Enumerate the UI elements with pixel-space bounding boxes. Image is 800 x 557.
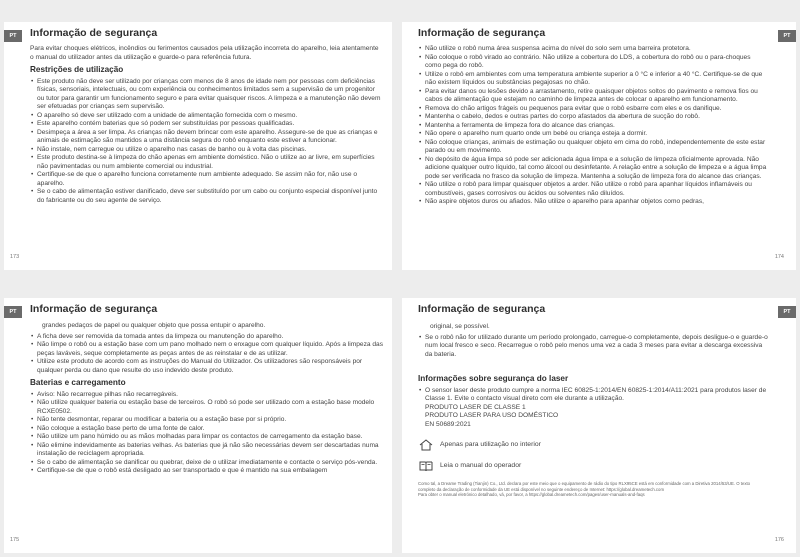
list-item: • Se o cabo de alimentação estiver danificado, deve ser substituído por um cabo ou conjunto especial disponível junto do fabricante ou do seu agente de serviço. (30, 188, 384, 205)
continuation-text: grandes pedaços de papel ou qualquer objeto que possa entupir o aparelho. (42, 322, 266, 329)
list-item: • No depósito de água limpa só pode ser adicionada água limpa e a solução de limpeza oficialmente aprovada. Não adicione qualquer outro líquido, tal como álcool ou desinfetante. A relação entre a solução de limpeza e a água limpa pode ser verificada no frasco da solução de limpeza. Mantenha a solução de limpeza fora do alcance das crianças. (418, 156, 768, 182)
page-176 (402, 298, 796, 553)
laser-class-line: PRODUTO LASER PARA USO DOMÉSTICO (425, 412, 559, 419)
restrictions-list (30, 78, 384, 206)
list-item: • Desimpeça a área a ser limpa. As crianças não devem brincar com este aparelho. Assegure-se de que as crianças e animais de estimação são mantidos a uma distância segura do robô enquanto este estiver a funcionar. (30, 129, 384, 146)
laser-list (418, 387, 768, 404)
continuation-text: original, se possível. (430, 323, 490, 330)
safety-list (30, 333, 384, 376)
page-number: 176 (774, 537, 784, 543)
page-173 (4, 22, 392, 270)
list-item: • Não utilize qualquer bateria ou estação base de terceiros. O robô só pode ser utilizado com a estação base modelo RCXE0502. (30, 399, 384, 416)
list-item: • Não utilize um pano húmido ou as mãos molhadas para limpar os contactos de carregamento da estação base. (30, 433, 384, 442)
list-item: • Não opere o aparelho num quarto onde um bebé ou criança esteja a dormir. (418, 130, 768, 139)
laser-class-line: PRODUTO LASER DE CLASSE 1 (425, 403, 526, 411)
section-heading: Baterias e carregamento (30, 378, 126, 387)
list-item: • Certifique-se de que o robô está desligado ao ser transportado e que é mantido na sua embalagem (30, 467, 384, 476)
list-item: • Aviso: Não recarregue pilhas não recarregáveis. (30, 391, 384, 400)
list-item: • Não elimine indevidamente as baterias velhas. As baterias que já não são necessárias devem ser descartadas numa instalação de reciclagem apropriada. (30, 442, 384, 459)
list-item: • Utilize o robô em ambientes com uma temperatura ambiente superior a 0 °C e inferior a 40 °C. Certifique-se de que não existem líquidos ou substâncias pegajosas no chão. (418, 71, 768, 88)
indoor-use-label: Apenas para utilização no interior (440, 440, 541, 448)
safety-list (418, 45, 768, 207)
page-number: 175 (10, 537, 20, 543)
read-manual-label: Leia o manual do operador (440, 461, 522, 469)
list-item: • Se o robô não for utilizado durante um período prolongado, carregue-o completamente, depois desligue-o e guarde-o num local fresco e seco. Recarregue o robô pelo menos uma vez a cada 3 meses para evitar a descarga excessiva da bateria. (418, 334, 768, 360)
page-body (418, 45, 768, 207)
section-heading: Restrições de utilização (30, 65, 124, 74)
page-body (418, 323, 768, 498)
list-item: • Não coloque crianças, animais de estimação ou qualquer objeto em cima do robô, independentemente de este estar parado ou em movimento. (418, 139, 768, 156)
declaration-text: Como tal, a Dreame Trading (Tianjin) Co., Ltd. declara por este meio que o equipamento de rádio do tipo RLX95CE está em conformidade com a Diretiva 2014/53/UE. O texto completo da declaração de conformidade da UE está disponível no seguinte endereço de Internet: https://global.dreametech.com (418, 481, 751, 492)
laser-class-labels (418, 404, 768, 430)
list-item: • Para evitar danos ou lesões devido a arrastamento, retire quaisquer objetos soltos do pavimento e remova fios ou cabos de alimentação que estejam no caminho de limpeza antes de colocar o aparelho em funcionamento. (418, 88, 768, 105)
house-icon (418, 438, 434, 452)
list-item: • Não instale, nem carregue ou utilize o aparelho nas casas de banho ou à volta das piscinas. (30, 146, 384, 155)
page-title: Informação de segurança (418, 27, 546, 39)
page-title: Informação de segurança (30, 27, 158, 39)
list-item: • Não limpe o robô ou a estação base com um pano molhado nem o enxague com qualquer líquido. Após a limpeza das peças laváveis, seque completamente as peças antes de as reinstalar e de as utilizar. (30, 341, 384, 358)
language-tab: PT (4, 30, 22, 42)
footnote (418, 481, 768, 498)
language-tab: PT (778, 30, 796, 42)
list-item: • Não aspire objetos duros ou afiados. Não utilize o aparelho para apanhar objetos como pedras, (418, 198, 768, 207)
indoor-use-row (418, 438, 768, 452)
page-number: 173 (10, 254, 20, 260)
laser-heading: Informações sobre segurança do laser (418, 374, 569, 383)
book-icon (418, 459, 434, 473)
page-number: 174 (774, 254, 784, 260)
language-tab: PT (4, 306, 22, 318)
list-item: • Mantenha o cabelo, dedos e outras partes do corpo afastados da abertura de sucção do robô. (418, 113, 768, 122)
list-item: • Utilize este produto de acordo com as instruções do Manual do Utilizador. Os utilizadores são responsáveis por qualquer perda ou dano que resulte do uso indevido deste produto. (30, 358, 384, 375)
list-item: • O aparelho só deve ser utilizado com a unidade de alimentação fornecida com o mesmo. (30, 112, 384, 121)
list-item: • Este aparelho contém baterias que só podem ser substituídas por pessoas qualificadas. (30, 120, 384, 129)
list-item: • Este produto não deve ser utilizado por crianças com menos de 8 anos de idade nem por pessoas com deficiências físicas, sensoriais, intelectuais, ou com experiência ou conhecimentos limitados sem a supervisão de um progenitor ou tutor para garantir um funcionamento seguro e para evitar quaisquer riscos. A limpeza e a manutenção não devem ser efetuadas por crianças sem supervisão. (30, 78, 384, 112)
list-item: • Não utilize o robô para limpar quaisquer objetos a arder. Não utilize o robô para apanhar líquidos inflamáveis ou combustíveis, gases corrosivos ou ácidos ou solventes não diluídos. (418, 181, 768, 198)
laser-class-line: EN 50689:2021 (425, 420, 471, 428)
list-item: • Este produto destina-se à limpeza do chão apenas em ambiente doméstico. Não o utilize ao ar livre, em superfícies não pavimentadas ou num ambiente comercial ou industrial. (30, 154, 384, 171)
storage-list (418, 334, 768, 360)
list-item: • Não utilize o robô numa área suspensa acima do nível do solo sem uma barreira protetora. (418, 45, 768, 54)
intro-paragraph: Para evitar choques elétricos, incêndios ou ferimentos causados pela utilização incorreta do aparelho, leia atentamente o manual do utilizador antes da utilização e guarde-o para referência futura. (30, 45, 379, 61)
page-body (30, 322, 384, 476)
list-item: • Não coloque a estação base perto de uma fonte de calor. (30, 425, 384, 434)
list-item: • Certifique-se de que o aparelho funciona corretamente num ambiente adequado. Se assim não for, não use o aparelho. (30, 171, 384, 188)
read-manual-row (418, 459, 768, 473)
list-item: • Remova do chão artigos frágeis ou pequenos para evitar que o robô esbarre com eles e os danifique. (418, 105, 768, 114)
list-item: • Não tente desmontar, reparar ou modificar a bateria ou a estação base por si próprio. (30, 416, 384, 425)
list-item: • Mantenha a ferramenta de limpeza fora do alcance das crianças. (418, 122, 768, 131)
list-item: • O sensor laser deste produto cumpre a norma IEC 60825-1:2014/EN 60825-1:2014/A11:2021 para produtos laser de Classe 1. Evite o contacto visual direto com ele durante a utilização. (418, 387, 768, 404)
list-item: • Não coloque o robô virado ao contrário. Não utilize a cobertura do LDS, a cobertura do robô ou o para-choques como pega do robô. (418, 54, 768, 71)
language-tab: PT (778, 306, 796, 318)
list-item: • Se o cabo de alimentação se danificar ou quebrar, deixe de o utilizar imediatamente e contacte o serviço pós-venda. (30, 459, 384, 468)
battery-list (30, 391, 384, 476)
page-title: Informação de segurança (30, 303, 158, 315)
manual-url-text: Para obter o manual eletrónico detalhado, vá, por favor, a https://global.dreametech.com/pages/user-manuals-and-faqs (418, 492, 645, 498)
page-body (30, 45, 384, 205)
page-174 (402, 22, 796, 270)
page-title: Informação de segurança (418, 303, 546, 315)
page-175 (4, 298, 392, 553)
list-item: • A ficha deve ser removida da tomada antes da limpeza ou manutenção do aparelho. (30, 333, 384, 342)
